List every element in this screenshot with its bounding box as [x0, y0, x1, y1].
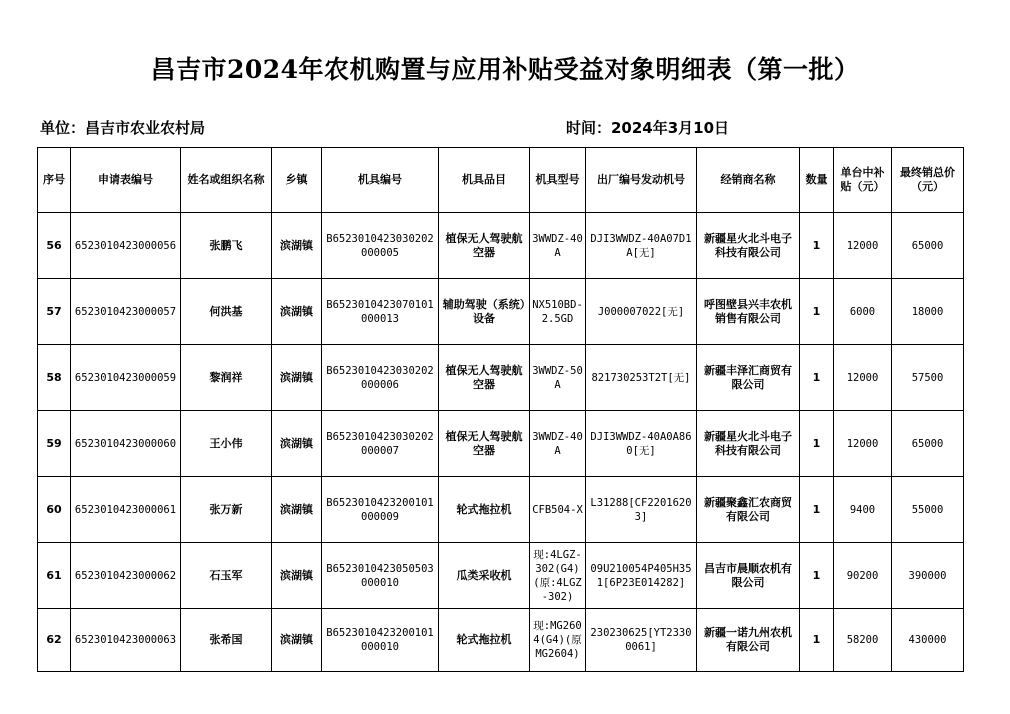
cell-total	[892, 609, 964, 672]
cell-machine-no-text: B6523010423030202000007	[326, 430, 434, 457]
table-row	[38, 477, 964, 543]
cell-serial-text: 09U210054P405H351[6P23E014282]	[590, 562, 692, 589]
cell-machine-no	[322, 609, 439, 672]
table-row	[38, 609, 964, 672]
cell-subsidy	[834, 411, 892, 477]
col-header-name: 姓名或组织名称	[181, 148, 272, 213]
table-row	[38, 213, 964, 279]
cell-model-text: NX510BD-2.5GD	[532, 298, 583, 325]
cell-name-text: 王小伟	[209, 436, 243, 450]
cell-qty	[800, 279, 834, 345]
col-header-form-no: 申请表编号	[71, 148, 181, 213]
cell-model	[530, 477, 586, 543]
cell-machine-no-text: B6523010423070101000013	[326, 298, 434, 325]
cell-category-text: 轮式拖拉机	[456, 633, 512, 646]
cell-dealer	[697, 279, 800, 345]
cell-town-text: 滨湖镇	[280, 633, 313, 646]
col-header-serial: 出厂编号发动机号	[586, 148, 697, 213]
cell-form-no	[71, 411, 181, 477]
cell-machine-no	[322, 411, 439, 477]
cell-qty	[800, 411, 834, 477]
table-row	[38, 279, 964, 345]
cell-subsidy-text: 12000	[846, 437, 879, 450]
cell-serial-text: 230230625[YT23300061]	[590, 627, 692, 653]
cell-qty	[800, 213, 834, 279]
cell-town	[272, 609, 322, 672]
cell-form-no-text: 6523010423000059	[74, 371, 177, 384]
col-header-qty: 数量	[800, 148, 834, 213]
cell-machine-no	[322, 543, 439, 609]
cell-form-no	[71, 543, 181, 609]
cell-machine-no-text: B6523010423050503000010	[326, 562, 434, 589]
cell-total	[892, 411, 964, 477]
cell-seq-text: 61	[46, 568, 62, 582]
cell-subsidy	[834, 345, 892, 411]
cell-model-text: 3WWDZ-40A	[532, 430, 583, 457]
cell-model-text: 现:4LGZ-302(G4)(原:4LGZ-302)	[533, 548, 582, 603]
cell-qty	[800, 543, 834, 609]
cell-town-text: 滨湖镇	[280, 502, 313, 516]
cell-model	[530, 609, 586, 672]
cell-category-text: 植保无人驾驶航空器	[445, 429, 523, 457]
cell-seq-text: 58	[46, 370, 62, 384]
cell-machine-no	[322, 345, 439, 411]
cell-town	[272, 279, 322, 345]
cell-form-no-text: 6523010423000056	[74, 239, 177, 252]
cell-form-no-text: 6523010423000057	[74, 305, 177, 318]
cell-name	[181, 477, 272, 543]
cell-model	[530, 411, 586, 477]
cell-machine-no	[322, 213, 439, 279]
col-header-total: 最终销总价（元）	[892, 148, 964, 213]
cell-qty-text: 1	[812, 502, 821, 516]
cell-seq	[38, 477, 71, 543]
col-header-subsidy: 单台中补贴（元）	[834, 148, 892, 213]
cell-subsidy	[834, 543, 892, 609]
cell-model-text: CFB504-X	[532, 503, 583, 516]
cell-qty	[800, 477, 834, 543]
cell-total	[892, 477, 964, 543]
cell-total-text: 18000	[911, 305, 944, 318]
table-row	[38, 543, 964, 609]
cell-subsidy-text: 6000	[849, 305, 876, 318]
cell-category	[439, 279, 530, 345]
unit-label: 单位：昌吉市农业农村局	[40, 119, 206, 137]
cell-form-no-text: 6523010423000062	[74, 569, 177, 582]
cell-model	[530, 279, 586, 345]
cell-total	[892, 543, 964, 609]
cell-serial	[586, 279, 697, 345]
cell-serial	[586, 411, 697, 477]
cell-category-text: 植保无人驾驶航空器	[445, 231, 523, 259]
cell-serial	[586, 477, 697, 543]
cell-dealer	[697, 345, 800, 411]
cell-town-text: 滨湖镇	[280, 568, 313, 582]
cell-serial-text: J000007022[无]	[597, 305, 685, 318]
table-body	[38, 213, 964, 672]
cell-serial-text: L31288[CF22016203]	[590, 496, 692, 523]
cell-form-no-text: 6523010423000063	[74, 634, 177, 646]
cell-seq	[38, 411, 71, 477]
cell-serial-text: 821730253T2T[无]	[591, 371, 691, 384]
cell-town	[272, 477, 322, 543]
cell-dealer	[697, 213, 800, 279]
cell-total-text: 57500	[911, 371, 944, 384]
cell-seq	[38, 543, 71, 609]
cell-seq-text: 57	[46, 304, 62, 318]
cell-machine-no	[322, 477, 439, 543]
cell-category-text: 植保无人驾驶航空器	[445, 363, 523, 391]
cell-name	[181, 543, 272, 609]
cell-dealer-text: 新疆星火北斗电子科技有限公司	[704, 429, 792, 457]
cell-qty	[800, 345, 834, 411]
cell-machine-no-text: B6523010423200101000010	[326, 627, 434, 653]
cell-category	[439, 345, 530, 411]
col-header-seq: 序号	[38, 148, 71, 213]
cell-seq-text: 62	[46, 633, 62, 646]
cell-total	[892, 279, 964, 345]
cell-form-no	[71, 345, 181, 411]
cell-total-text: 65000	[911, 437, 944, 450]
cell-serial	[586, 345, 697, 411]
cell-machine-no-text: B6523010423200101000009	[326, 496, 434, 523]
table-row	[38, 411, 964, 477]
cell-seq	[38, 279, 71, 345]
cell-seq-text: 59	[46, 436, 62, 450]
cell-serial	[586, 213, 697, 279]
cell-name	[181, 411, 272, 477]
cell-name	[181, 609, 272, 672]
cell-serial	[586, 609, 697, 672]
cell-serial	[586, 543, 697, 609]
cell-subsidy	[834, 213, 892, 279]
cell-dealer-text: 新疆一诺九州农机有限公司	[704, 626, 792, 653]
cell-total	[892, 345, 964, 411]
cell-qty	[800, 609, 834, 672]
cell-subsidy	[834, 279, 892, 345]
cell-dealer-text: 昌吉市晨顺农机有限公司	[704, 561, 792, 589]
cell-seq-text: 56	[46, 238, 62, 252]
cell-total-text: 430000	[908, 634, 947, 646]
cell-name-text: 何洪基	[209, 304, 243, 318]
cell-category-text: 辅助驾驶（系统）设备	[442, 297, 526, 325]
cell-name-text: 黎润祥	[209, 370, 243, 384]
cell-form-no	[71, 477, 181, 543]
cell-category-text: 轮式拖拉机	[456, 502, 512, 516]
col-header-model: 机具型号	[530, 148, 586, 213]
cell-model-text: 3WWDZ-40A	[532, 232, 583, 259]
cell-category	[439, 477, 530, 543]
cell-town	[272, 411, 322, 477]
cell-dealer-text: 呼图壁县兴丰农机销售有限公司	[704, 297, 792, 325]
cell-name-text: 石玉军	[209, 568, 243, 582]
cell-seq	[38, 345, 71, 411]
cell-model	[530, 213, 586, 279]
cell-town	[272, 213, 322, 279]
cell-subsidy	[834, 609, 892, 672]
cell-qty-text: 1	[812, 238, 821, 252]
date-label: 时间：2024年3月10日	[566, 119, 730, 137]
cell-category	[439, 609, 530, 672]
cell-form-no-text: 6523010423000061	[74, 503, 177, 516]
cell-form-no	[71, 609, 181, 672]
col-header-town: 乡镇	[272, 148, 322, 213]
cell-dealer	[697, 609, 800, 672]
cell-subsidy-text: 58200	[846, 634, 879, 646]
cell-total-text: 390000	[908, 569, 947, 582]
cell-model	[530, 543, 586, 609]
cell-total	[892, 213, 964, 279]
cell-machine-no	[322, 279, 439, 345]
cell-form-no	[71, 279, 181, 345]
cell-machine-no-text: B6523010423030202000006	[326, 364, 434, 391]
cell-name-text: 张万新	[209, 502, 243, 516]
cell-dealer-text: 新疆丰泽汇商贸有限公司	[704, 363, 792, 391]
cell-category	[439, 411, 530, 477]
cell-serial-text: DJI3WWDZ-40A07D1A[无]	[590, 232, 692, 259]
cell-total-text: 65000	[911, 239, 944, 252]
cell-subsidy-text: 12000	[846, 239, 879, 252]
col-header-dealer: 经销商名称	[697, 148, 800, 213]
cell-subsidy-text: 90200	[846, 569, 879, 582]
cell-name-text: 张希国	[209, 633, 243, 646]
cell-name	[181, 345, 272, 411]
cell-model	[530, 345, 586, 411]
col-header-machine-no: 机具编号	[322, 148, 439, 213]
header-row	[38, 148, 964, 213]
cell-town	[272, 543, 322, 609]
cell-form-no	[71, 213, 181, 279]
cell-qty-text: 1	[812, 370, 821, 384]
document-title: 昌吉市2024年农机购置与应用补贴受益对象明细表（第一批）	[150, 55, 860, 84]
cell-serial-text: DJI3WWDZ-40A0A860[无]	[590, 430, 692, 457]
cell-model-text: 3WWDZ-50A	[532, 364, 583, 391]
cell-name-text: 张鹏飞	[209, 238, 243, 252]
cell-name	[181, 279, 272, 345]
cell-town-text: 滨湖镇	[280, 238, 313, 252]
cell-category-text: 瓜类采收机	[456, 568, 512, 582]
cell-form-no-text: 6523010423000060	[74, 437, 177, 450]
cell-dealer	[697, 477, 800, 543]
cell-category	[439, 213, 530, 279]
cell-subsidy	[834, 477, 892, 543]
cell-dealer	[697, 411, 800, 477]
cell-dealer-text: 新疆聚鑫汇农商贸有限公司	[704, 495, 792, 523]
cell-subsidy-text: 9400	[849, 503, 876, 516]
cell-town-text: 滨湖镇	[280, 370, 313, 384]
subsidy-table	[37, 147, 964, 672]
cell-name	[181, 213, 272, 279]
cell-category	[439, 543, 530, 609]
table-row	[38, 345, 964, 411]
cell-town-text: 滨湖镇	[280, 304, 313, 318]
cell-town-text: 滨湖镇	[280, 436, 313, 450]
cell-qty-text: 1	[812, 436, 821, 450]
cell-dealer	[697, 543, 800, 609]
cell-qty-text: 1	[812, 304, 821, 318]
cell-qty-text: 1	[812, 633, 821, 646]
cell-town	[272, 345, 322, 411]
col-header-category: 机具品目	[439, 148, 530, 213]
cell-seq	[38, 213, 71, 279]
cell-model-text: 现:MG2604(G4)(原MG2604)	[533, 620, 582, 660]
cell-seq	[38, 609, 71, 672]
cell-seq-text: 60	[46, 502, 62, 516]
cell-qty-text: 1	[812, 568, 821, 582]
cell-subsidy-text: 12000	[846, 371, 879, 384]
cell-total-text: 55000	[911, 503, 944, 516]
cell-machine-no-text: B6523010423030202000005	[326, 232, 434, 259]
cell-dealer-text: 新疆星火北斗电子科技有限公司	[704, 231, 792, 259]
